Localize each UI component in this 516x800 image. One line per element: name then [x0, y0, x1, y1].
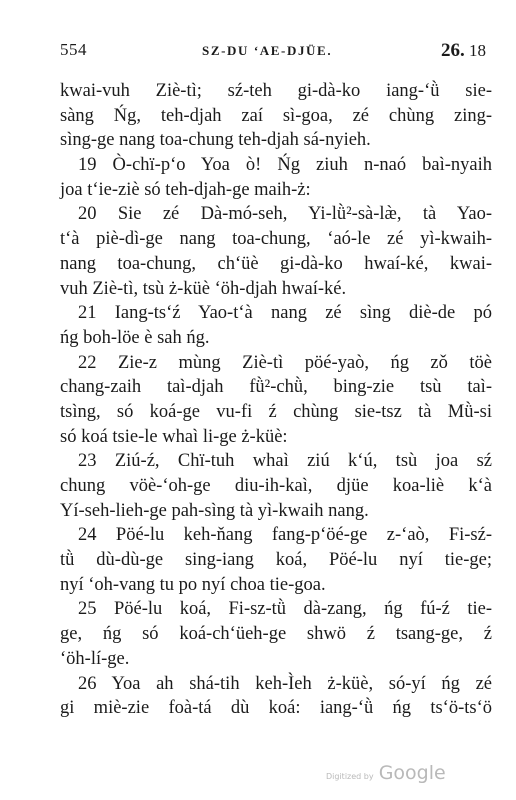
- running-header: [60, 40, 486, 66]
- text-line: t‘à piè-dì-ge nang toa-chung, ‘aó-le zé yì-kwaih-: [60, 229, 492, 250]
- text-line: tsìng, só koá-ge vu-fi ź chùng sie-tsz tà Mǜ-si: [60, 401, 492, 422]
- verse-number: 18: [469, 41, 486, 60]
- text-line: sàng Ńg, teh-djah zaí sì-goa, zé chùng zing-: [60, 105, 492, 126]
- verse-start-line: 22 Zie-z mùng Ziè-tì pöé-yaò, ńg zǒ töè: [78, 352, 492, 373]
- google-logo: Google: [378, 762, 446, 784]
- text-line: chang-zaih taì-djah fǜ²-chǜ, bing-zie tsù taì-: [60, 377, 492, 398]
- text-line: sìng-ge nang toa-chung teh-djah sá-nyieh.: [60, 130, 371, 151]
- verse-start-line: 24 Pöé-lu keh-ňang fang-p‘öé-ge z-‘aò, Fi-sź-: [78, 525, 492, 546]
- text-line: vuh Ziè-tì, tsù ż-küè ‘öh-djah hwaí-ké.: [60, 278, 347, 299]
- watermark-prefix: Digitized by: [326, 772, 374, 781]
- text-line: chung vöè-‘oh-ge diu-ih-kaì, djüe koa-liè k‘à: [60, 476, 492, 496]
- text-line: kwai-vuh Ziè-tì; sź-teh gi-dà-ko iang-‘ǜ sie-: [60, 81, 492, 101]
- verse-start-line: 19 Ò-chï-p‘o Yoa ò! Ńg ziuh n-naó baì-nyaih: [78, 155, 492, 176]
- verse-start-line: 26 Yoa ah shá-tih keh-Ìeh ż-küè, só-yí ńg zé: [78, 673, 492, 694]
- verse-start-line: 23 Ziú-ź, Chï-tuh whaì ziú k‘ú, tsù joa sź: [78, 451, 492, 472]
- verse-start-line: 21 Iang-ts‘ź Yao-t‘à nang zé sìng diè-de pó: [78, 303, 492, 324]
- text-line: ge, ńg só koá-ch‘üeh-ge shwö ź tsang-ge, ź: [60, 624, 492, 645]
- page-number: 554: [60, 40, 87, 59]
- digitized-watermark: [326, 762, 446, 784]
- verse-start-line: 20 Sie zé Dà-mó-seh, Yi-lǜ²-sà-læ̀, tà Yao-: [78, 204, 492, 225]
- text-line: nang toa-chung, ch‘üè gi-dà-ko hwaí-ké, kwai-: [60, 253, 492, 274]
- text-line: tǜ dù-dù-ge sing-iang koá, Pöé-lu nyí tie-ge;: [60, 550, 492, 571]
- text-line: ńg boh-löe è sah ńg.: [60, 327, 210, 348]
- text-line: Yí-seh-lieh-ge pah-sìng tà yì-kwaih nang.: [60, 500, 369, 521]
- body-text: [60, 79, 492, 721]
- text-line: gi miè-zie foà-tá dù koá: iang-‘ǜ ńg ts‘ö-ts‘ö: [60, 698, 492, 719]
- book-title: SZ-DU ‘AE-DJÜE.: [202, 43, 333, 58]
- verse-start-line: 25 Pöé-lu koá, Fi-sz-tǜ dà-zang, ńg fú-ź tie-: [78, 599, 492, 620]
- text-line: só koá tsie-le whaì li-ge ż-küè:: [60, 426, 288, 447]
- chapter-verse-ref: [441, 40, 486, 62]
- text-line: nyí ‘oh-vang tu po nyí choa tie-goa.: [60, 574, 326, 595]
- chapter-number: 26.: [441, 40, 465, 61]
- text-line: ‘öh-lí-ge.: [60, 648, 130, 669]
- text-line: joa t‘ie-ziè só teh-djah-ge maih-ż:: [60, 179, 311, 200]
